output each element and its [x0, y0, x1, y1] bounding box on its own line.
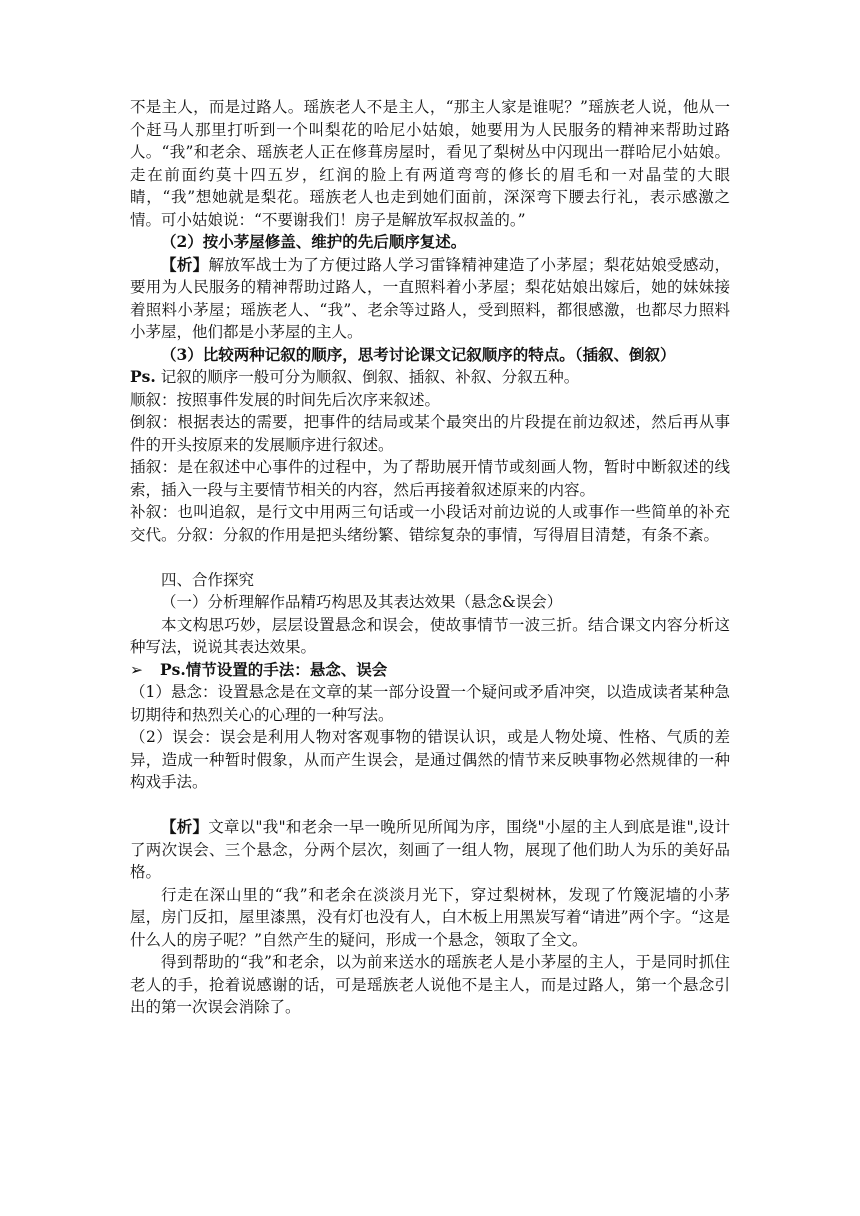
- bullet-text: Ps.情节设置的手法：悬念、误会: [160, 659, 388, 679]
- analysis-2: [130, 254, 730, 344]
- subsection-heading: （一）分析理解作品精巧构思及其表达效果（悬念&误会）: [161, 593, 563, 611]
- intro-paragraph: 本文构思巧妙，层层设置悬念和误会，使故事情节一波三折。结合课文内容分析这种写法，说说其表达效果。: [130, 615, 730, 656]
- document-page: [130, 96, 730, 1019]
- bullet-item: [130, 659, 730, 682]
- paragraph-story-summary: 不是主人，而是过路人。瑶族老人不是主人，“那主人家是谁呢？”瑶族老人说，他从一个赶马人那里打听到一个叫梨花的哈尼小姑娘，她要用为人民服务的精神来帮助过路人。“我”和老余、瑶族老人正在修葺房屋时，看见了梨树丛中闪现出一群哈尼小姑娘。走在前面约莫十四五岁，红润的脸上有两道弯弯的修长的眉毛和一对晶莹的大眼睛，“我”想她就是梨花。瑶族老人也走到她们面前，深深弯下腰去行礼，表示感激之情。可小姑娘说：“不要谢我们！房子是解放军叔叔盖的。”: [130, 98, 730, 229]
- definition-chaxu: 插叙：是在叙述中心事件的过程中，为了帮助展开情节或刻画人物，暂时中断叙述的线索，插入一段与主要情节相关的内容，然后再接着叙述原来的内容。: [130, 458, 730, 499]
- analysis-4-text: 文章以"我"和老余一早一晚所见所闻为序，围绕"小屋的主人到底是谁",设计了两次误会、三个悬念，分两个层次，刻画了一组人物，展现了他们助人为乐的美好品格。: [130, 818, 730, 881]
- definition-xuannian: （1）悬念：设置悬念是在文章的某一部分设置一个疑问或矛盾冲突，以造成读者某种急切期待和热烈关心的心理的一种写法。: [130, 683, 730, 724]
- analysis-4: [130, 816, 730, 884]
- ps-note: [130, 366, 730, 389]
- paragraph-helped: 得到帮助的“我”和老余，以为前来送水的瑶族老人是小茅屋的主人，于是同时抓住老人的手，抢着说感谢的话，可是瑶族老人说他不是主人，而是过路人，第一个悬念引出的第一次误会消除了。: [130, 953, 730, 1016]
- ps-tag: Ps.: [130, 367, 156, 386]
- ps-text: 记叙的顺序一般可分为顺叙、倒叙、插叙、补叙、分叙五种。: [155, 368, 580, 386]
- definition-wuhui: （2）误会：误会是利用人物对客观事物的错误认识，或是人物处境、性格、气质的差异，造成一种暂时假象，从而产生误会，是通过偶然的情节来反映事物必然规律的一种构戏手法。: [130, 728, 730, 791]
- analysis-2-text: 解放军战士为了方便过路人学习雷锋精神建造了小茅屋；梨花姑娘受感动，要用为人民服务的精神帮助过路人，一直照料着小茅屋；梨花姑娘出嫁后，她的妹妹接着照料小茅屋；瑶族老人、“我”、老余等过路人，受到照料，都很感激，也都尽力照料小茅屋，他们都是小茅屋的主人。: [130, 255, 730, 341]
- question-3-text: （3）比较两种记叙的顺序，思考讨论课文记叙顺序的特点。（插叙、倒叙）: [161, 344, 676, 364]
- spacer: [130, 546, 730, 569]
- bullet-arrow-icon: ➢: [130, 660, 143, 679]
- paragraph-walking: 行走在深山里的“我”和老余在淡淡月光下，穿过梨树林，发现了竹篾泥墙的小茅屋，房门反扣，屋里漆黑，没有灯也没有人，白木板上用黑炭写着“请进”两个字。“这是什么人的房子呢？”自然产生的疑问，形成一个悬念，领取了全文。: [130, 885, 730, 949]
- question-3: [130, 344, 730, 367]
- definition-daoxu: 倒叙：根据表达的需要，把事件的结局或某个最突出的片段提在前边叙述，然后再从事件的开头按原来的发展顺序进行叙述。: [130, 413, 730, 454]
- spacer: [130, 794, 730, 817]
- definition-buxu: 补叙：也叫追叙，是行文中用两三句话或一小段话对前边说的人或事作一些简单的补充交代。分叙：分叙的作用是把头绪纷繁、错综复杂的事情，写得眉目清楚，有条不紊。: [130, 503, 730, 544]
- question-2: [130, 231, 730, 254]
- analysis-tag: 【析】: [161, 817, 209, 836]
- question-2-text: （2）按小茅屋修盖、维护的先后顺序复述。: [161, 232, 467, 251]
- section-heading: 四、合作探究: [161, 570, 255, 589]
- analysis-tag: 【析】: [161, 254, 209, 274]
- definition-shunxu: 顺叙：按照事件发展的时间先后次序来叙述。: [130, 390, 441, 409]
